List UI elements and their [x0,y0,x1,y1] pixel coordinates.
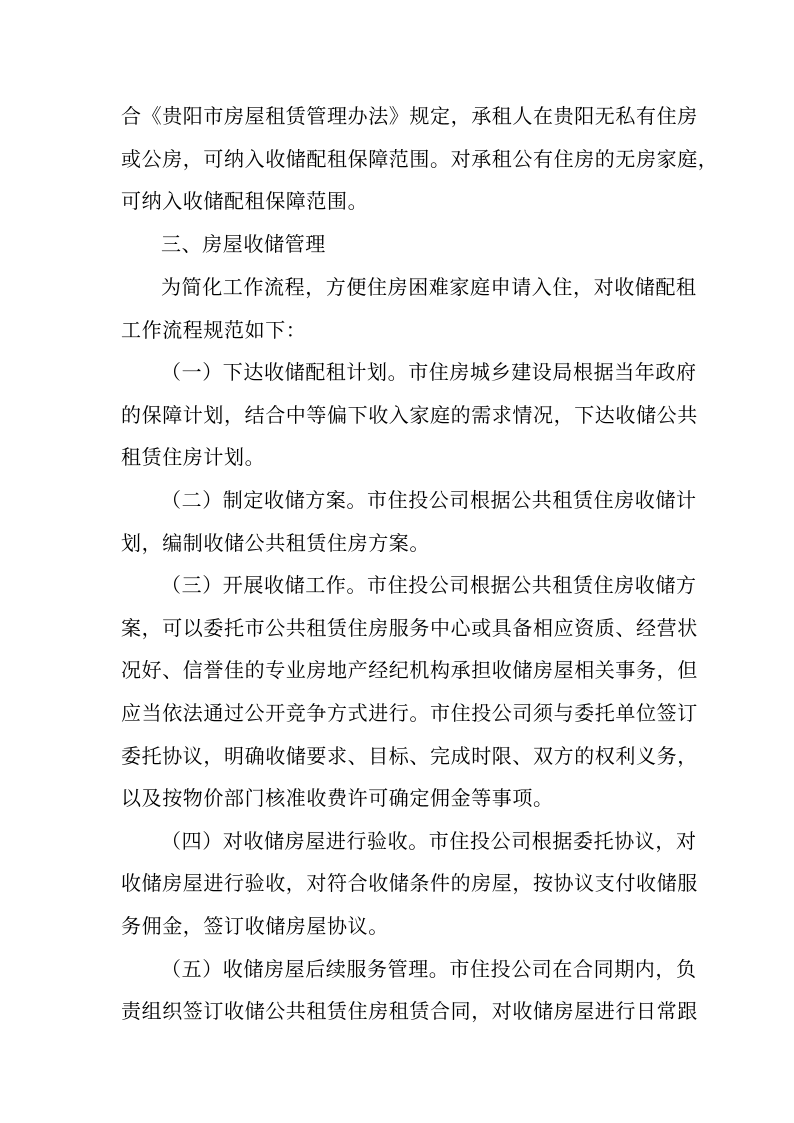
text-line: 可纳入收储配租保障范围。 [121,189,369,213]
text-line: （五）收储房屋后续服务管理。市住投公司在合同期内，负 [161,957,697,981]
text-line: 合《贵阳市房屋租赁管理办法》规定，承租人在贵阳无私有住房 [121,104,698,128]
text-line: 案，可以委托市公共租赁住房服务中心或具备相应资质、经营状 [121,616,698,640]
text-line: 委托协议，明确收储要求、目标、完成时限、双方的权利义务， [121,744,698,768]
text-line: 以及按物价部门核准收费许可确定佣金等事项。 [121,786,554,810]
text-line: （一）下达收储配租计划。市住房城乡建设局根据当年政府 [161,360,697,384]
text-line: （二）制定收储方案。市住投公司根据公共租赁住房收储计 [161,488,697,512]
text-line: 况好、信誉佳的专业房地产经纪机构承担收储房屋相关事务，但 [121,658,698,682]
text-line: 租赁住房计划。 [121,445,266,469]
text-line: 责组织签订收储公共租赁住房租赁合同，对收储房屋进行日常跟 [121,999,698,1023]
text-line: （三）开展收储工作。市住投公司根据公共租赁住房收储方 [161,573,697,597]
text-line: （四）对收储房屋进行验收。市住投公司根据委托协议，对 [161,829,697,853]
text-line: 务佣金，签订收储房屋协议。 [121,914,389,938]
text-line: 为简化工作流程，方便住房困难家庭申请入住，对收储配租 [161,275,697,299]
text-line: 或公房，可纳入收储配租保障范围。对承租公有住房的无房家庭， [121,147,719,171]
text-line: 的保障计划，结合中等偏下收入家庭的需求情况，下达收储公共 [121,403,698,427]
text-line: 划，编制收储公共租赁住房方案。 [121,531,430,555]
text-line: 工作流程规范如下： [121,318,307,342]
section-heading: 三、房屋收储管理 [161,232,326,256]
text-line: 收储房屋进行验收，对符合收储条件的房屋，按协议支付收储服 [121,871,698,895]
text-line: 应当依法通过公开竞争方式进行。市住投公司须与委托单位签订 [121,701,698,725]
